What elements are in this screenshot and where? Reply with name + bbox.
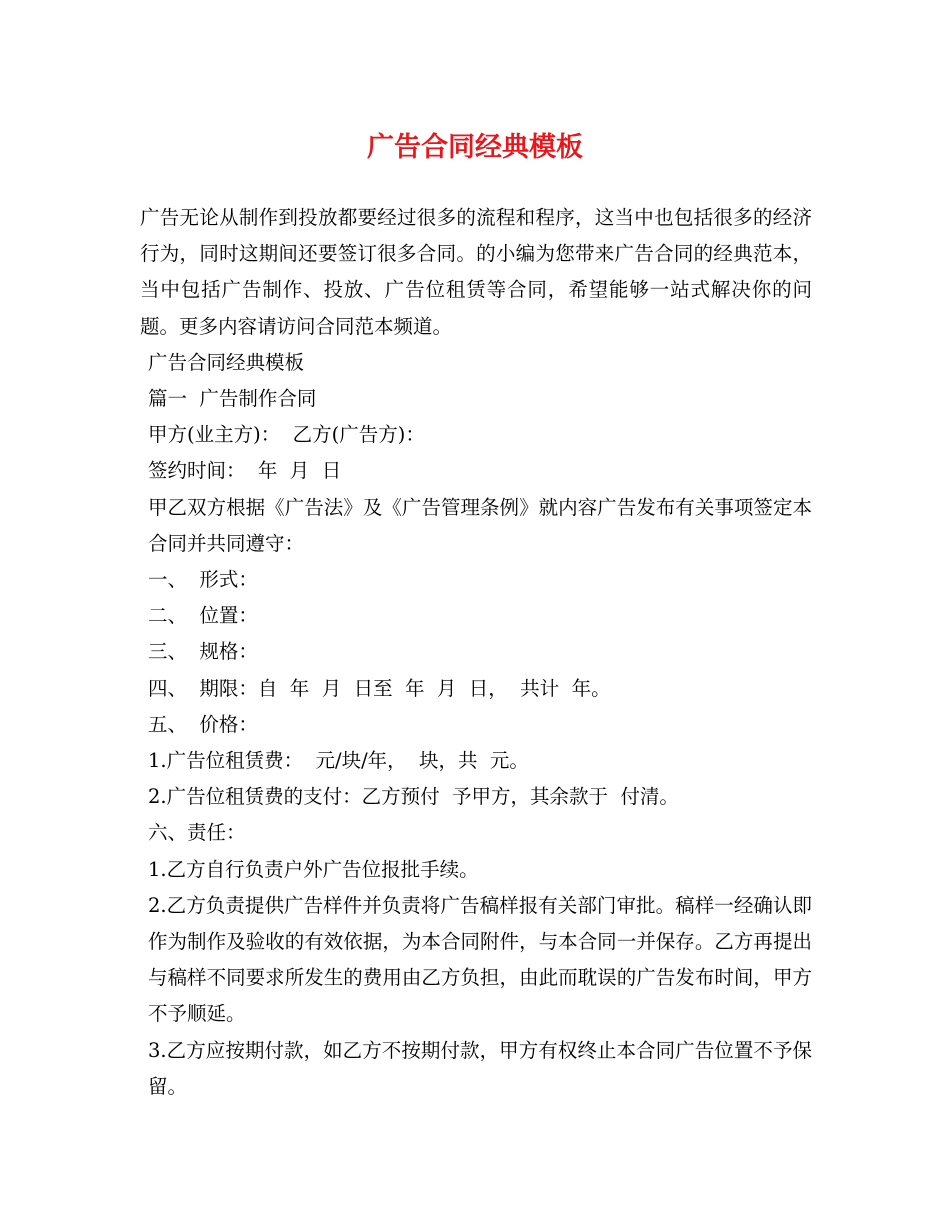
- clause-term: 四、 期限：自 年 月 日至 年 月 日， 共计 年。: [148, 676, 611, 700]
- clause-responsibility-approval: 1.乙方自行负责户外广告位报批手续。: [148, 857, 479, 881]
- clause-responsibility-sample: 2.乙方负责提供广告样件并负责将广告稿样报有关部门审批。稿样一经确认即作为制作及验收的有效依据，为本合同附件，与本合同一并保存。乙方再提出与稿样不同要求所发生的费用由乙方负担，由此而耽误的广告发布时间，甲方不予顺延。: [148, 893, 812, 1026]
- clause-responsibility: 六、责任：: [148, 821, 246, 845]
- preamble-paragraph: 甲乙双方根据《广告法》及《广告管理条例》就内容广告发布有关事项签定本合同并共同遵守：: [148, 495, 812, 555]
- intro-paragraph: 广告无论从制作到投放都要经过很多的流程和程序，这当中也包括很多的经济行为，同时这期间还要签订很多合同。的小编为您带来广告合同的经典范本，当中包括广告制作、投放、广告位租赁等合同，希望能够一站式解决你的问题。更多内容请访问合同范本频道。: [140, 206, 812, 338]
- clause-price-rental-fee: 1.广告位租赁费： 元/块/年， 块，共 元。: [148, 749, 529, 773]
- clause-price-payment: 2.广告位租赁费的支付：乙方预付 予甲方，其余款于 付清。: [148, 785, 679, 809]
- clause-responsibility-payment: 3.乙方应按期付款，如乙方不按期付款，甲方有权终止本合同广告位置不予保留。: [148, 1038, 812, 1098]
- clause-location: 二、 位置：: [148, 604, 258, 628]
- section-title: 篇一 广告制作合同: [148, 387, 317, 411]
- subtitle-line: 广告合同经典模板: [148, 350, 305, 374]
- document-title: 广告合同经典模板: [367, 132, 583, 163]
- clause-form: 一、 形式：: [148, 568, 258, 592]
- document-body: [140, 200, 812, 1105]
- clause-specification: 三、 规格：: [148, 640, 258, 664]
- clause-price: 五、 价格：: [148, 712, 258, 736]
- sign-time-line: 签约时间： 年 月 日: [148, 459, 342, 483]
- parties-line: 甲方(业主方)： 乙方(广告方)：: [148, 423, 425, 447]
